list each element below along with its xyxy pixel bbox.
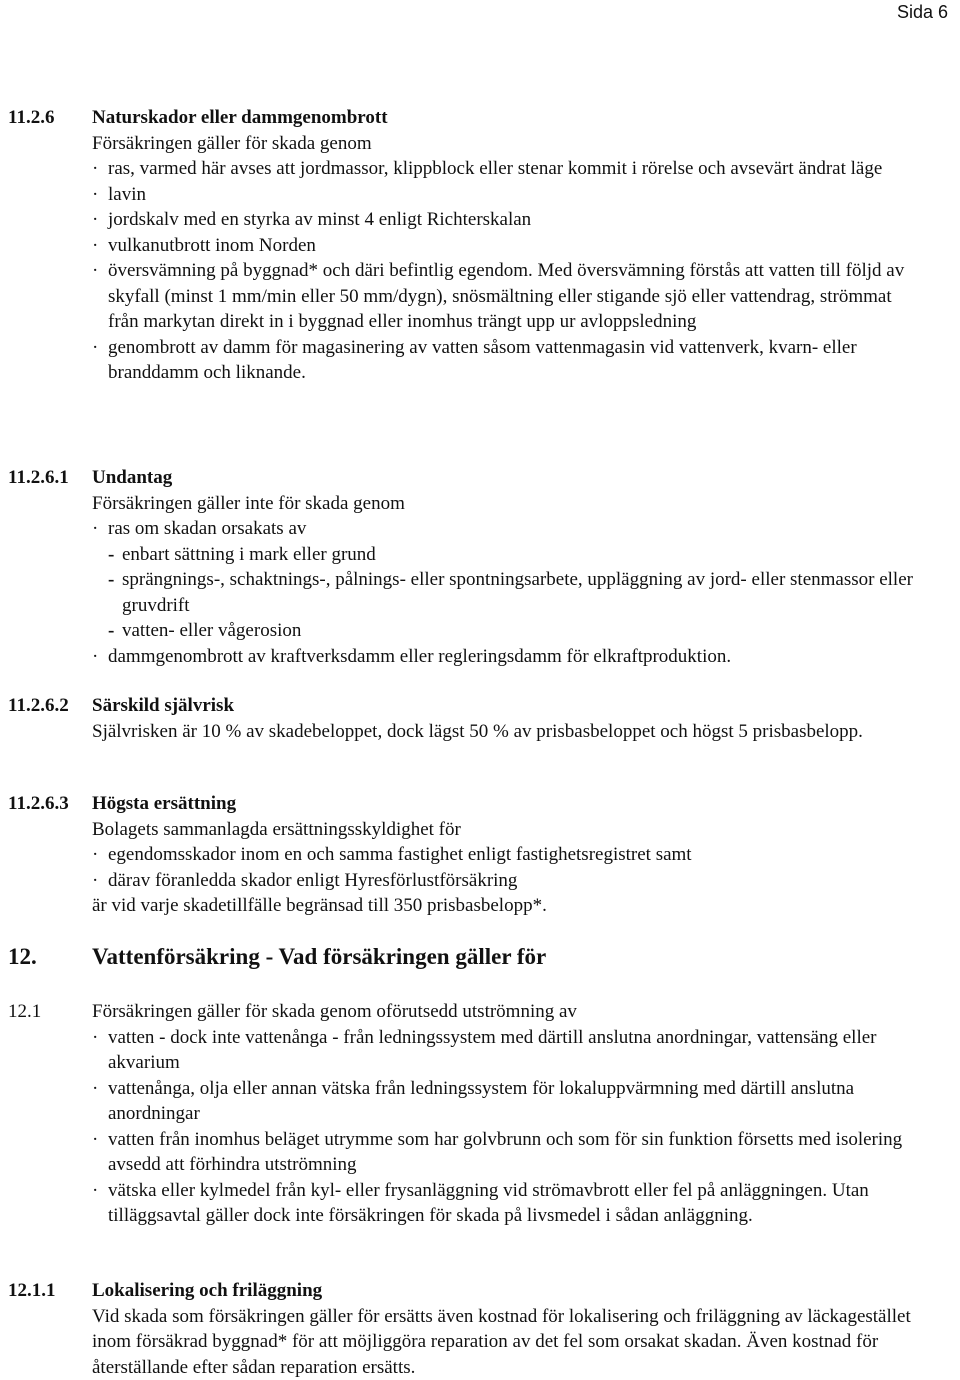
section-title: Undantag (92, 465, 920, 491)
list-item-text: översvämning på byggnad* och däri befintlig egendom. Med översvämning förstås att vatten till följd av skyfall (minst 1 mm/min eller 50 mm/dygn), snösmältning eller stigande sjö eller vattendrag, strömmat från markytan direkt in i byggnad eller inomhus trängt upp ur avloppsledning (108, 260, 904, 332)
section-outro: är vid varje skadetillfälle begränsad till 350 prisbasbelopp*. (92, 893, 920, 919)
section-text: Självrisken är 10 % av skadebeloppet, dock lägst 50 % av prisbasbeloppet och högst 5 prisbasbelopp. (92, 719, 920, 745)
bullet-icon: · (92, 868, 98, 894)
bullet-icon: · (92, 1127, 98, 1153)
section-number: 11.2.6.1 (8, 465, 69, 490)
list-item (92, 233, 920, 259)
sub-list-item (92, 542, 920, 568)
sub-list-item (92, 567, 920, 618)
list-item-text: vatten från inomhus beläget utrymme som har golvbrunn och som för sin funktion försetts med isolering avsedd att förhindra utströmning (108, 1129, 902, 1176)
bullet-icon: · (92, 207, 98, 233)
bullet-icon: · (92, 258, 98, 284)
section-number: 11.2.6.3 (8, 791, 69, 816)
list-item (92, 207, 920, 233)
list-item (92, 516, 920, 542)
list-item-text: ras, varmed här avses att jordmassor, klippblock eller stenar kommit i rörelse och avsevärt ändrat läge (108, 158, 882, 179)
list-item (92, 1127, 920, 1178)
list-item (92, 335, 920, 386)
list-item (92, 1025, 920, 1076)
section-intro: Försäkringen gäller inte för skada genom (92, 491, 920, 517)
bullet-icon: · (92, 1025, 98, 1051)
section-number: 11.2.6 (8, 105, 54, 130)
bullet-icon: · (92, 516, 98, 542)
section-intro: Bolagets sammanlagda ersättningsskyldighet för (92, 817, 920, 843)
list-item (92, 156, 920, 182)
list-item (92, 868, 920, 894)
section-title: Naturskador eller dammgenombrott (92, 105, 920, 131)
list-item (92, 258, 920, 335)
section-number: 12.1 (8, 999, 41, 1024)
bullet-icon: · (92, 1178, 98, 1204)
sub-list-item-text: sprängnings-, schaktnings-, pålnings- eller spontningsarbete, uppläggning av jord- eller stenmassor eller gruvdrift (122, 569, 913, 616)
chapter-title: Vattenförsäkring - Vad försäkringen gäller för (92, 942, 920, 972)
section-number: 12.1.1 (8, 1278, 56, 1303)
list-item (92, 1178, 920, 1229)
page-number: Sida 6 (897, 2, 948, 23)
list-item-text: egendomsskador inom en och samma fastighet enligt fastighetsregistret samt (108, 844, 692, 865)
dash-icon: - (108, 567, 114, 593)
sub-list-item-text: enbart sättning i mark eller grund (122, 544, 376, 565)
bullet-icon: · (92, 842, 98, 868)
section-title: Högsta ersättning (92, 791, 920, 817)
list-item (92, 644, 920, 670)
chapter-number: 12. (8, 942, 37, 972)
list-item-text: vätska eller kylmedel från kyl- eller frysanläggning vid strömavbrott eller fel på anläggningen. Utan tilläggsavtal gäller dock inte försäkringen för skada på livsmedel i sådan anläggning. (108, 1180, 869, 1227)
list-item (92, 182, 920, 208)
list-item (92, 842, 920, 868)
bullet-icon: · (92, 644, 98, 670)
dash-icon: - (108, 618, 114, 644)
list-item-text: jordskalv med en styrka av minst 4 enligt Richterskalan (108, 209, 531, 230)
bullet-icon: · (92, 233, 98, 259)
sub-list-item (92, 618, 920, 644)
section-intro: Försäkringen gäller för skada genom (92, 131, 920, 157)
list-item-text: därav föranledda skador enligt Hyresförlustförsäkring (108, 870, 517, 891)
list-item-text: vatten - dock inte vattenånga - från ledningssystem med därtill anslutna anordningar, vattensäng eller akvarium (108, 1027, 877, 1074)
list-item-text: genombrott av damm för magasinering av vatten såsom vattenmagasin vid vattenverk, kvarn- eller branddamm och liknande. (108, 337, 857, 384)
sub-list-item-text: vatten- eller vågerosion (122, 620, 301, 641)
bullet-icon: · (92, 182, 98, 208)
list-item-text: dammgenombrott av kraftverksdamm eller regleringsdamm för elkraftproduktion. (108, 646, 731, 667)
dash-icon: - (108, 542, 114, 568)
section-title: Lokalisering och friläggning (92, 1278, 920, 1304)
section-title: Särskild självrisk (92, 693, 920, 719)
list-item-text: vulkanutbrott inom Norden (108, 235, 316, 256)
section-text: Vid skada som försäkringen gäller för ersätts även kostnad för lokalisering och friläggning av läckagestället inom försäkrad byggnad* för att möjliggöra reparation av det fel som orsakat skadan. Även kostnad för återställande efter sådan reparation ersätts. (92, 1304, 920, 1380)
section-number: 11.2.6.2 (8, 693, 69, 718)
list-item-text: lavin (108, 184, 146, 205)
list-item-text: ras om skadan orsakats av (108, 518, 306, 539)
list-item (92, 1076, 920, 1127)
section-intro: Försäkringen gäller för skada genom oförutsedd utströmning av (92, 999, 920, 1025)
bullet-icon: · (92, 156, 98, 182)
bullet-icon: · (92, 1076, 98, 1102)
list-item-text: vattenånga, olja eller annan vätska från ledningssystem för lokaluppvärmning med därtill anslutna anordningar (108, 1078, 854, 1125)
bullet-icon: · (92, 335, 98, 361)
